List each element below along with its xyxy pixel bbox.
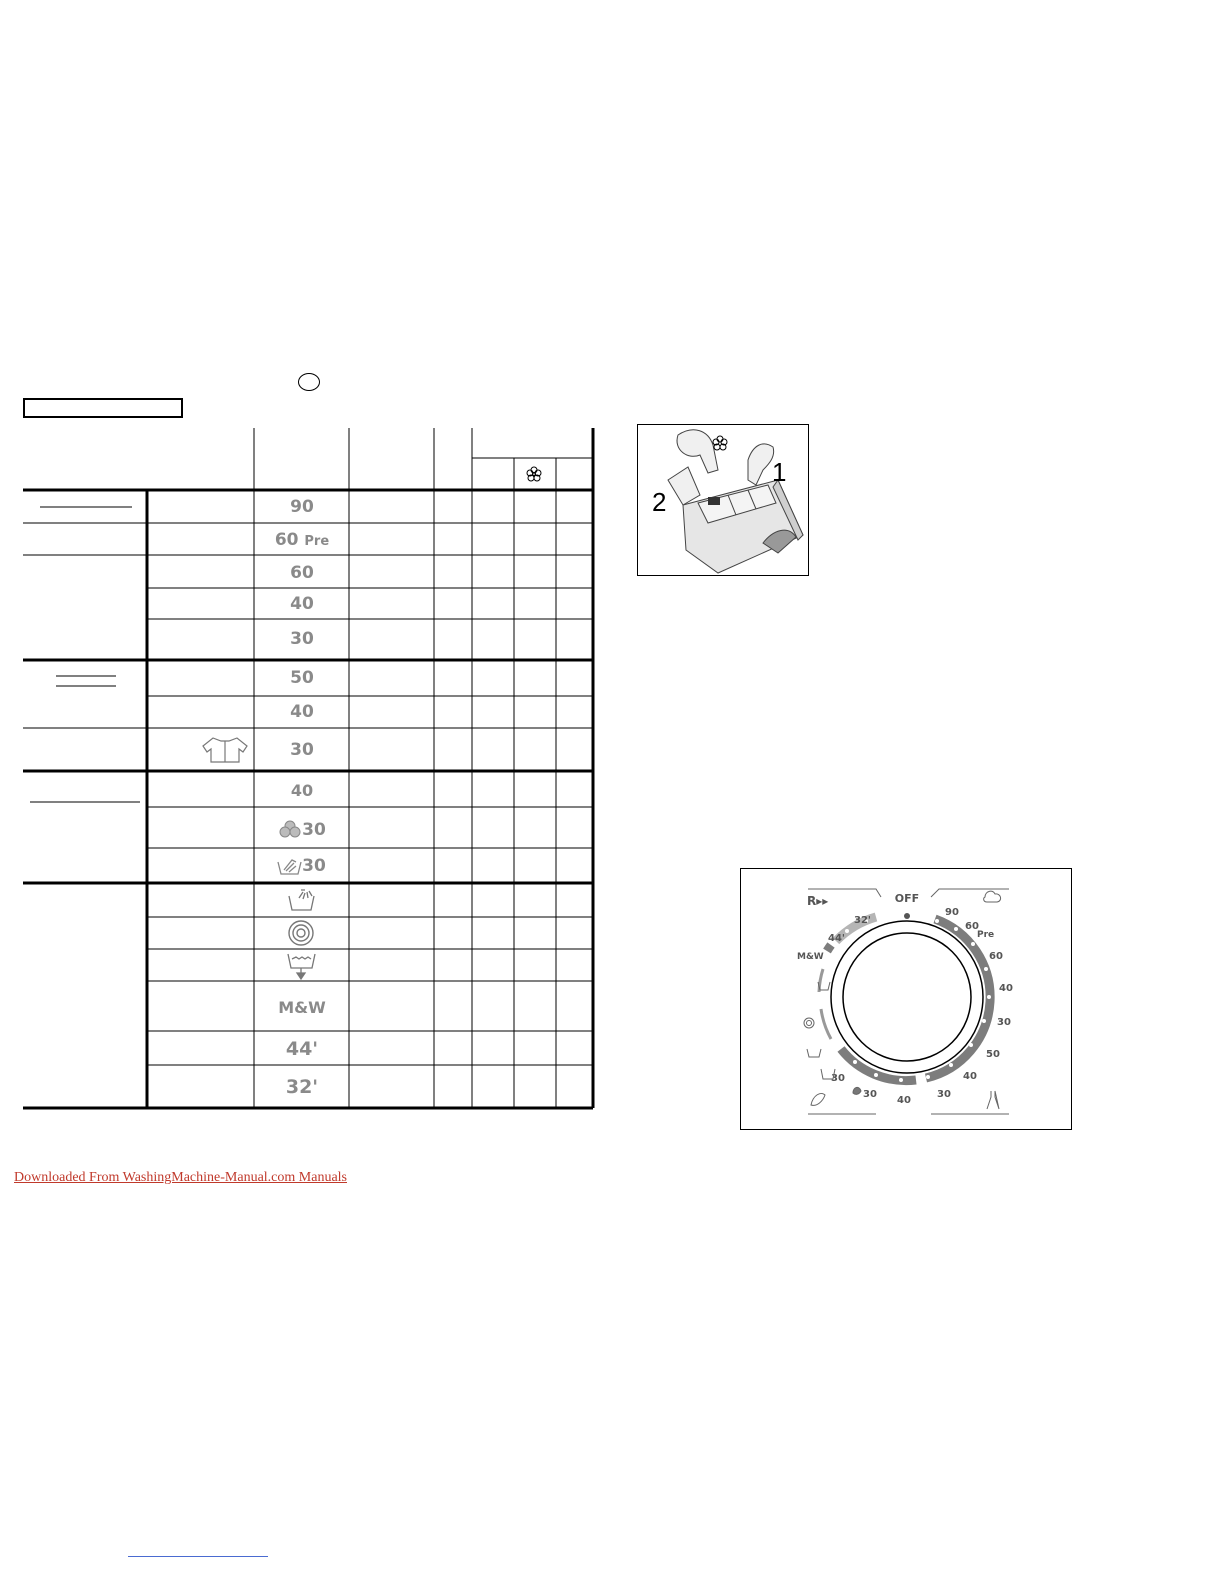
- spin-icon: [804, 1018, 814, 1028]
- temp-label: 44': [285, 1038, 319, 1060]
- temp-label: 40: [290, 594, 314, 614]
- temp-label: 40: [290, 781, 314, 800]
- dial-pre-label: Pre: [977, 930, 995, 940]
- svg-text:90: 90: [945, 907, 959, 918]
- temp-label: 40: [290, 702, 314, 722]
- program-dial-diagram: [740, 868, 1072, 1130]
- temp-label: 60: [290, 563, 314, 583]
- rinse-icon: [807, 1049, 821, 1057]
- dial-off-label: OFF: [894, 892, 920, 905]
- temp-label: 50: [290, 668, 314, 688]
- temp-label: 32': [285, 1076, 319, 1098]
- temp-label: 60 Pre: [274, 530, 330, 550]
- svg-text:32': 32': [854, 915, 871, 926]
- detergent-dispenser-illustration: [637, 424, 809, 576]
- svg-text:40: 40: [897, 1095, 911, 1106]
- wool-icon: [853, 1087, 861, 1094]
- svg-text:30: 30: [863, 1089, 877, 1100]
- shirt-icon: [203, 738, 247, 762]
- drain-icon: [288, 954, 315, 979]
- svg-text:30: 30: [831, 1073, 845, 1084]
- download-source-link[interactable]: Downloaded From WashingMachine-Manual.com Manuals: [14, 1170, 347, 1185]
- eco-icon: [811, 1093, 825, 1105]
- svg-text:30: 30: [997, 1017, 1011, 1028]
- temp-label: 30: [302, 820, 326, 840]
- svg-text:40: 40: [999, 983, 1013, 994]
- rinse-icon: [289, 890, 314, 910]
- compartment-2-label: 2: [652, 487, 667, 517]
- temp-label: 30: [290, 740, 314, 760]
- prewash-icon: [984, 891, 1001, 902]
- temp-label: 30: [302, 856, 326, 876]
- compartment-1-label: 1: [772, 457, 787, 487]
- program-table-grid: [0, 0, 600, 1115]
- temp-label: M&W: [278, 998, 326, 1017]
- bottom-rule: [128, 1556, 268, 1557]
- rapid-icon: R▸▸: [807, 894, 829, 908]
- spin-icon: [289, 921, 313, 945]
- temp-label: 30: [290, 629, 314, 649]
- svg-text:60: 60: [989, 951, 1003, 962]
- temp-label: 90: [290, 497, 314, 517]
- svg-text:40: 40: [963, 1071, 977, 1082]
- svg-text:50: 50: [986, 1049, 1000, 1060]
- svg-text:M&W: M&W: [797, 952, 824, 962]
- svg-text:30: 30: [937, 1089, 951, 1100]
- svg-text:60: 60: [965, 921, 979, 932]
- svg-text:44': 44': [828, 933, 845, 944]
- flower-icon: [527, 467, 541, 481]
- synthetic-icon: [987, 1091, 999, 1109]
